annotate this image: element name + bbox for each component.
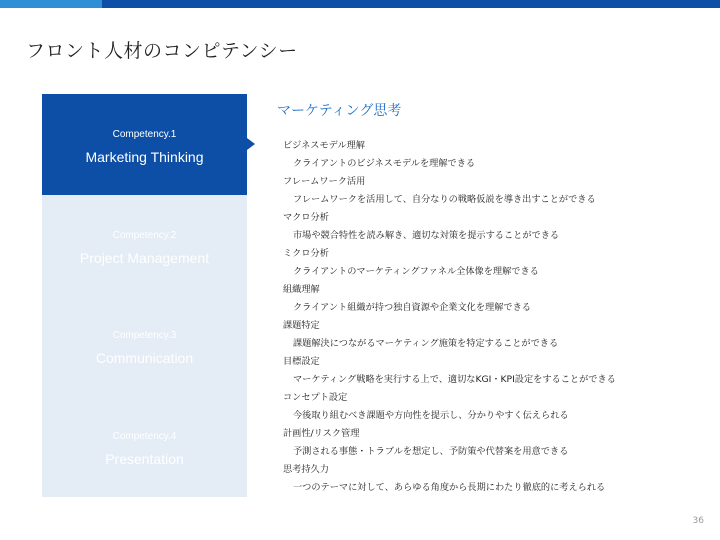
item-description: 一つのテーマに対して、あらゆる角度から長期にわたり徹底的に考えられる (293, 482, 606, 493)
item-heading: コンセプト設定 (283, 392, 348, 403)
item-heading: 思考持久力 (283, 464, 329, 475)
item-heading: マクロ分析 (283, 212, 329, 223)
item-description: 今後取り組むべき課題や方向性を提示し、分かりやすく伝えられる (293, 410, 569, 421)
tab-communication[interactable] (42, 295, 247, 396)
tab-presentation[interactable] (42, 396, 247, 497)
item-heading: フレームワーク活用 (283, 176, 366, 187)
tab-title: Presentation (105, 451, 184, 467)
item-heading: 計画性/リスク管理 (283, 428, 360, 439)
item-description: 課題解決につながるマーケティング施策を特定することができる (293, 338, 559, 349)
list-item (283, 353, 703, 389)
item-description: 市場や競合特性を読み解き、適切な対策を提示することができる (293, 230, 560, 241)
top-accent-bar-light (0, 0, 102, 8)
list-item (283, 173, 703, 209)
tab-number: Competency.4 (112, 431, 177, 442)
section-title: マーケティング思考 (277, 103, 402, 119)
list-item (283, 425, 703, 461)
item-heading: ミクロ分析 (283, 248, 329, 259)
item-heading: 目標設定 (283, 356, 320, 367)
item-description: マーケティング戦略を実行する上で、適切なKGI・KPI設定をすることができる (293, 374, 616, 385)
tab-number: Competency.2 (112, 230, 177, 241)
item-description: クライアントのマーケティングファネル全体像を理解できる (293, 266, 539, 277)
page-number: 36 (692, 516, 704, 526)
page-title: フロント人材のコンピテンシー (26, 40, 298, 62)
item-heading: ビジネスモデル理解 (283, 140, 365, 151)
list-item (283, 389, 703, 425)
list-item (283, 137, 703, 173)
tab-marketing-thinking[interactable] (42, 94, 247, 195)
list-item (283, 317, 703, 353)
list-item (283, 245, 703, 281)
competency-tabs (42, 94, 247, 497)
item-description: 予測される事態・トラブルを想定し、予防策や代替案を用意できる (293, 446, 569, 457)
active-tab-pointer-icon (247, 138, 255, 150)
item-heading: 課題特定 (283, 320, 320, 331)
tab-title: Project Management (79, 250, 210, 266)
item-heading: 組織理解 (283, 284, 320, 295)
list-item (283, 209, 703, 245)
item-description: クライアント組織が持つ独自資源や企業文化を理解できる (293, 302, 531, 313)
tab-number: Competency.1 (112, 129, 177, 140)
item-description: フレームワークを活用して、自分なりの戦略仮説を導き出すことができる (293, 194, 596, 205)
list-item (283, 461, 703, 497)
tab-project-management[interactable] (42, 195, 247, 295)
list-item (283, 281, 703, 317)
tab-title: Communication (95, 350, 194, 366)
tab-number: Competency.3 (112, 330, 177, 341)
item-description: クライアントのビジネスモデルを理解できる (293, 158, 476, 169)
top-accent-bar-dark (102, 0, 720, 8)
tab-title: Marketing Thinking (85, 149, 204, 165)
competency-item-list (283, 137, 703, 497)
